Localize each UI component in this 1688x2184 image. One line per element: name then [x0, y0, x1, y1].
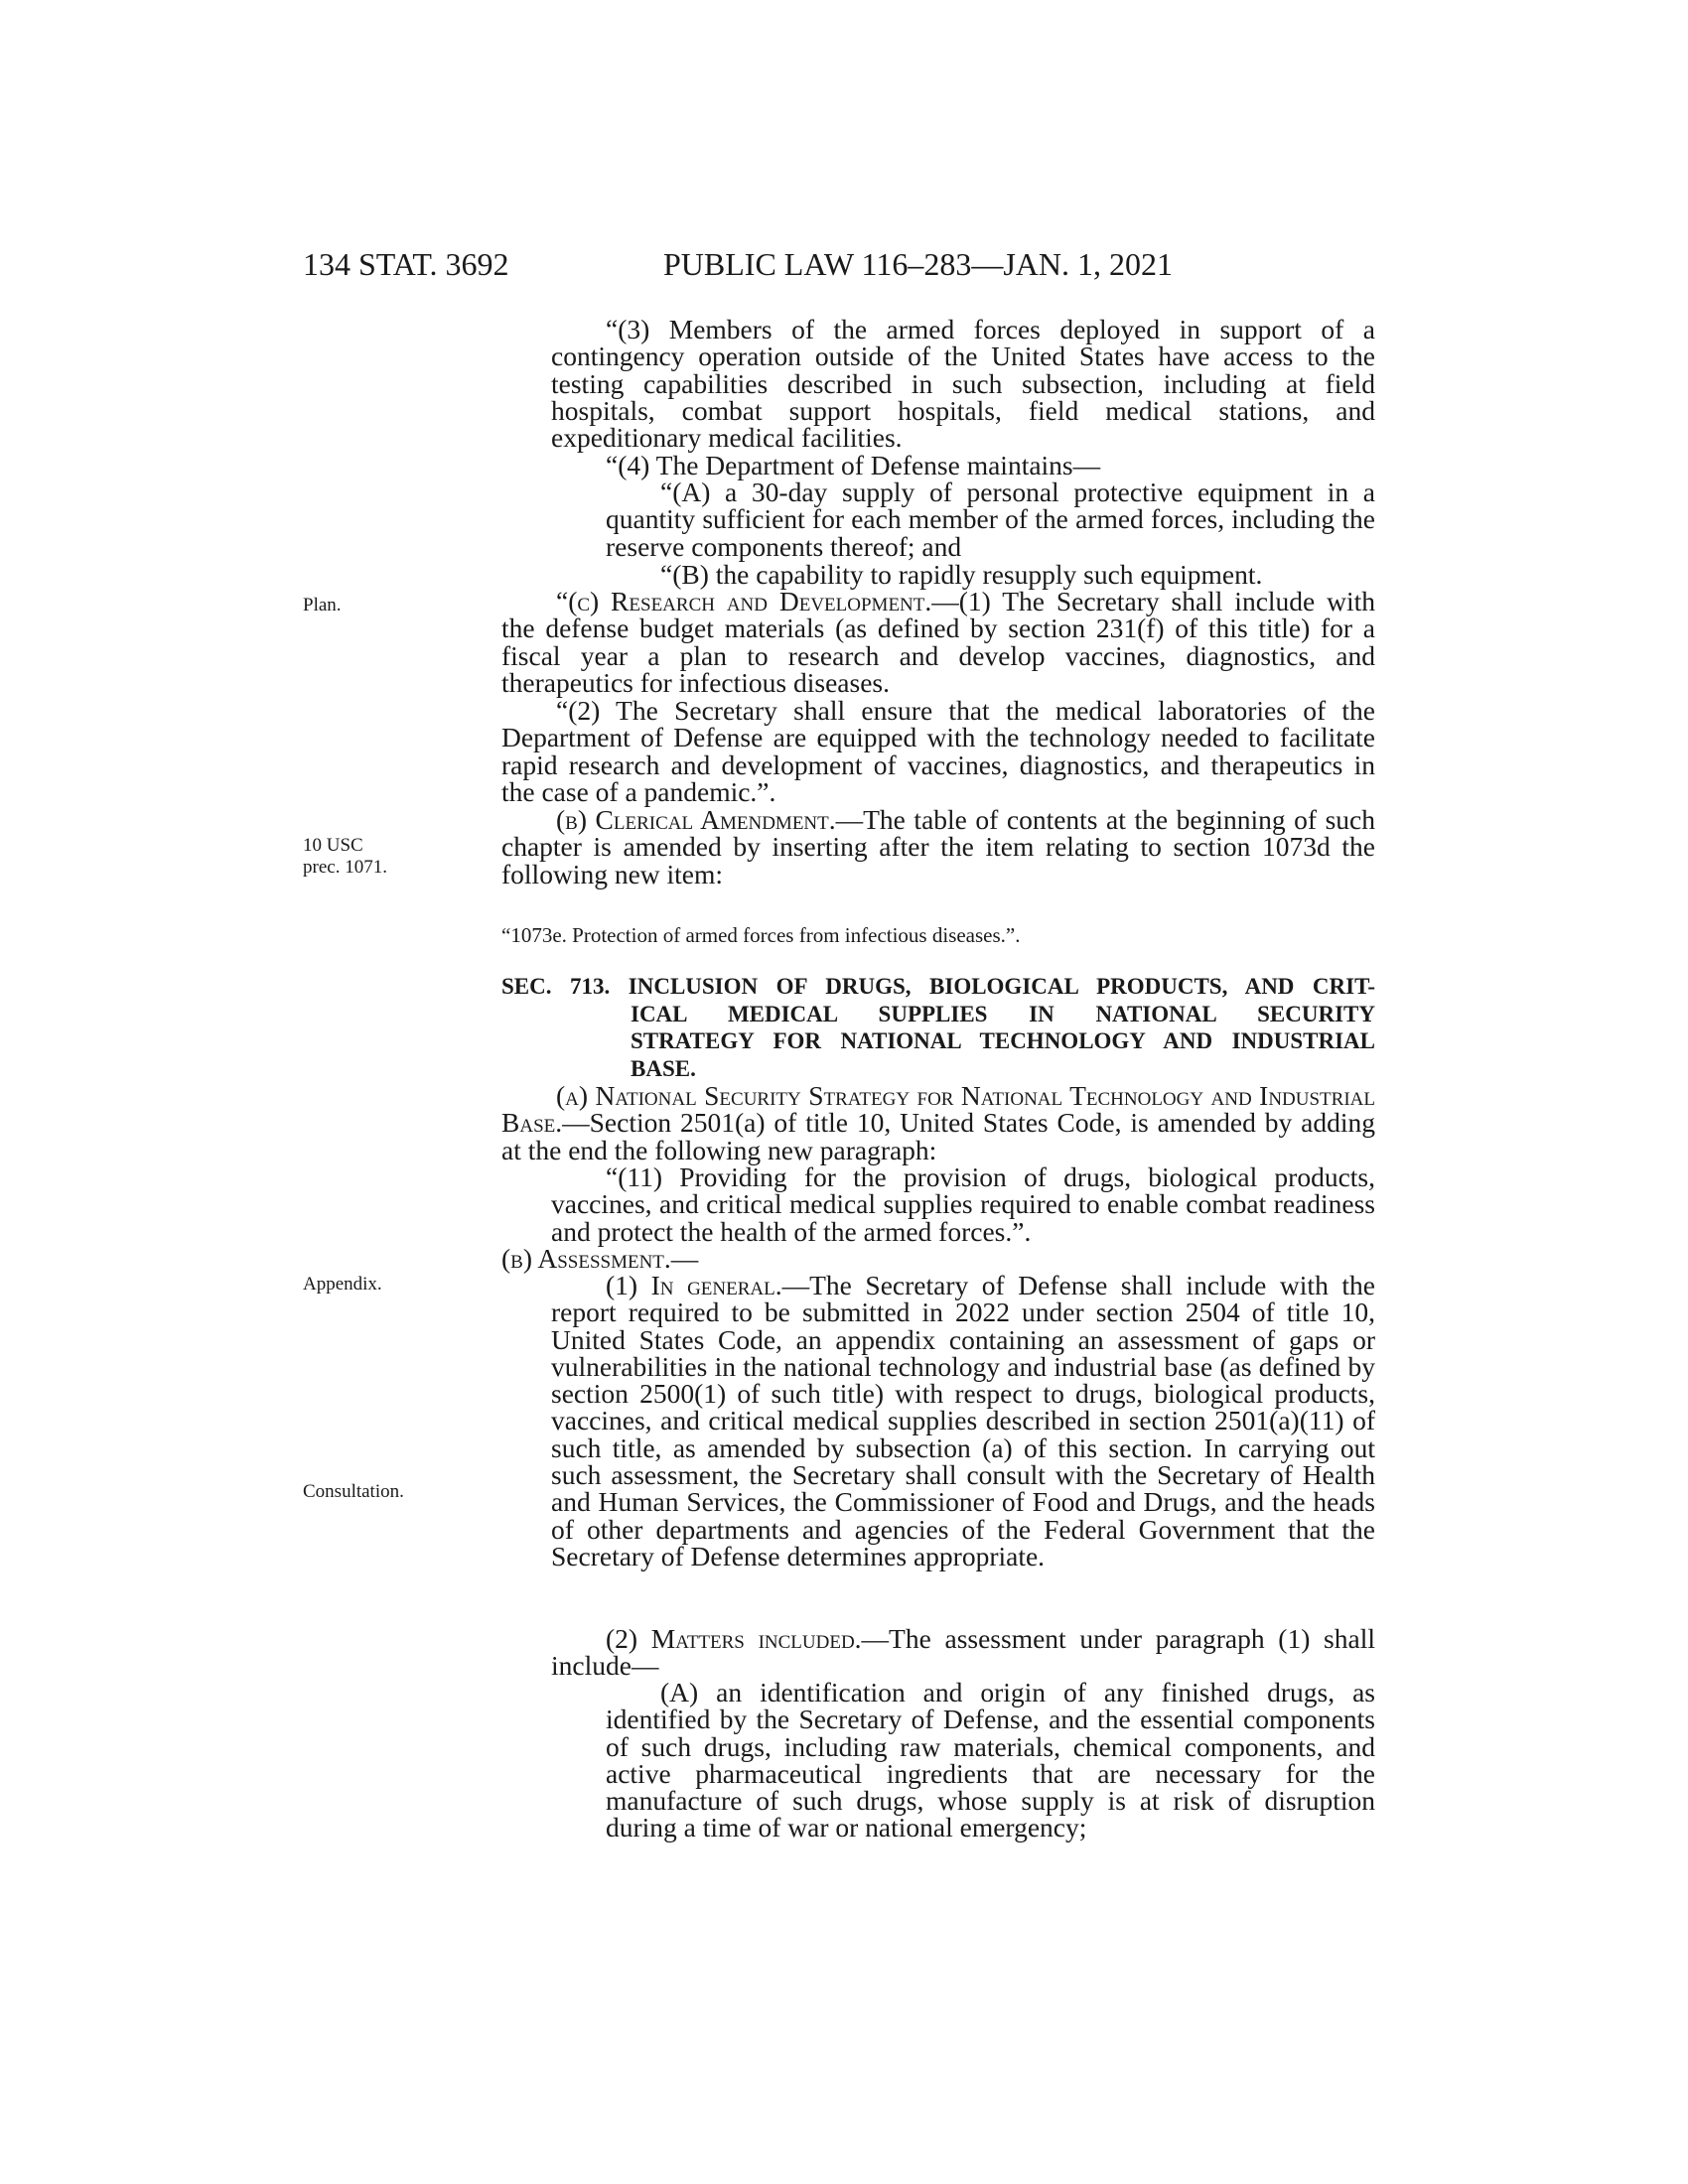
matters-included-heading: (2) Matters included.: [606, 1623, 862, 1654]
subsection-c2: “(2) The Secretary shall ensure that the medical laboratories of the Department of Defense are equipped with the technology needed to facilitate rapid research and development of vaccines, diagnostics, and therapeutics in the case of a pandemic.”.: [501, 695, 1375, 807]
assessment-dash: —: [670, 1243, 699, 1274]
clerical-amendment: [501, 806, 1375, 887]
subsection-a-heading: (a) National Security Strategy for National Technology and Industrial Base.: [501, 1080, 1375, 1139]
subsection-a-text: —Section 2501(a) of title 10, United States Code, is amended by adding at the end the following new paragraph:: [501, 1107, 1375, 1165]
subsection-c-heading: “(c) Research and Development.: [556, 586, 932, 616]
section-713-heading-line3: STRATEGY FOR NATIONAL TECHNOLOGY AND INDUSTRIAL: [631, 1028, 1375, 1053]
paragraph-4b: “(B) the capability to rapidly resupply such equipment.: [660, 559, 1263, 590]
table-of-contents-item: “1073e. Protection of armed forces from infectious diseases.”.: [501, 923, 1021, 947]
paragraph-11: “(11) Providing for the provision of drugs, biological products, vaccines, and critical medical supplies required to enable combat readiness and protect the health of the armed forces.”.: [551, 1161, 1375, 1247]
margin-note-plan: Plan.: [303, 595, 342, 615]
subsection-a: [501, 1082, 1375, 1163]
assessment-paragraph-1: [551, 1272, 1375, 1570]
assessment-heading: (b) Assessment.: [501, 1243, 671, 1274]
subsection-c-text: —(1) The Secretary shall include with the defense budget materials (as defined by section 231(f) of this title) for a fiscal year a plan to research and develop vaccines, diagnostics, and therapeutics for infectious diseases.: [501, 586, 1376, 698]
clerical-amendment-text: —The table of contents at the beginning of such chapter is amended by inserting after the item relating to section 1073d the following new item:: [501, 804, 1375, 889]
section-713-heading-line2: ICAL MEDICAL SUPPLIES IN NATIONAL SECURITY: [631, 1001, 1375, 1026]
paragraph-4a: “(A) a 30-day supply of personal protective equipment in a quantity sufficient for each member of the armed forces, including the reserve components thereof; and: [606, 477, 1375, 562]
matters-included-a: (A) an identification and origin of any finished drugs, as identified by the Secretary of Defense, and the essential components of such drugs, including raw materials, chemical components, and active pharmaceutical ingredients that are necessary for the manufacture of such drugs, whose supply is at risk of disruption during a time of war or national emergency;: [606, 1677, 1375, 1843]
section-713-heading-line1: SEC. 713. INCLUSION OF DRUGS, BIOLOGICAL PRODUCTS, AND CRIT-: [501, 974, 1375, 999]
matters-included-text: —The assessment under paragraph (1) shall include—: [551, 1623, 1375, 1682]
assessment-paragraph-2: [551, 1625, 1375, 1680]
public-law-reference: PUBLIC LAW 116–283—JAN. 1, 2021: [663, 246, 1173, 282]
clerical-amendment-heading: (b) Clerical Amendment.: [556, 804, 836, 835]
subsection-b-assessment: [501, 1245, 1375, 1272]
margin-note-usc-line1: 10 USC: [303, 835, 363, 856]
paragraph-3: “(3) Members of the armed forces deployed in support of a contingency operation outside of the United States have access to the testing capabilities described in such subsection, including at field hospitals, combat support hospitals, field medical stations, and expeditionary medical facilities.: [551, 314, 1375, 454]
paragraph-4: “(4) The Department of Defense maintains—: [606, 450, 1101, 480]
section-713-heading: [501, 973, 1375, 1082]
in-general-text: —The Secretary of Defense shall include with the report required to be submitted in 2022 under section 2504 of title 10, United States Code, an appendix containing an assessment of gaps or vulnerabilities in the national technology and industrial base (as defined by section 2500(1) of such title) with respect to drugs, biological products, vaccines, and critical medical supplies described in section 2501(a)(11) of such title, as amended by subsection (a) of this section. In carrying out such assessment, the Secretary shall consult with the Secretary of Health and Human Services, the Commissioner of Food and Drugs, and the heads of other departments and agencies of the Federal Government that the Secretary of Defense determines appropriate.: [551, 1270, 1375, 1571]
margin-note-appendix: Appendix.: [303, 1274, 382, 1295]
section-713-heading-line4: BASE.: [631, 1055, 696, 1081]
statute-page-reference: 134 STAT. 3692: [303, 246, 509, 282]
page-header: [303, 246, 1370, 286]
margin-note-usc-line2: prec. 1071.: [303, 857, 387, 878]
subsection-c: [501, 588, 1375, 696]
in-general-heading: (1) In general.: [606, 1270, 782, 1300]
margin-note-consultation: Consultation.: [303, 1481, 404, 1502]
